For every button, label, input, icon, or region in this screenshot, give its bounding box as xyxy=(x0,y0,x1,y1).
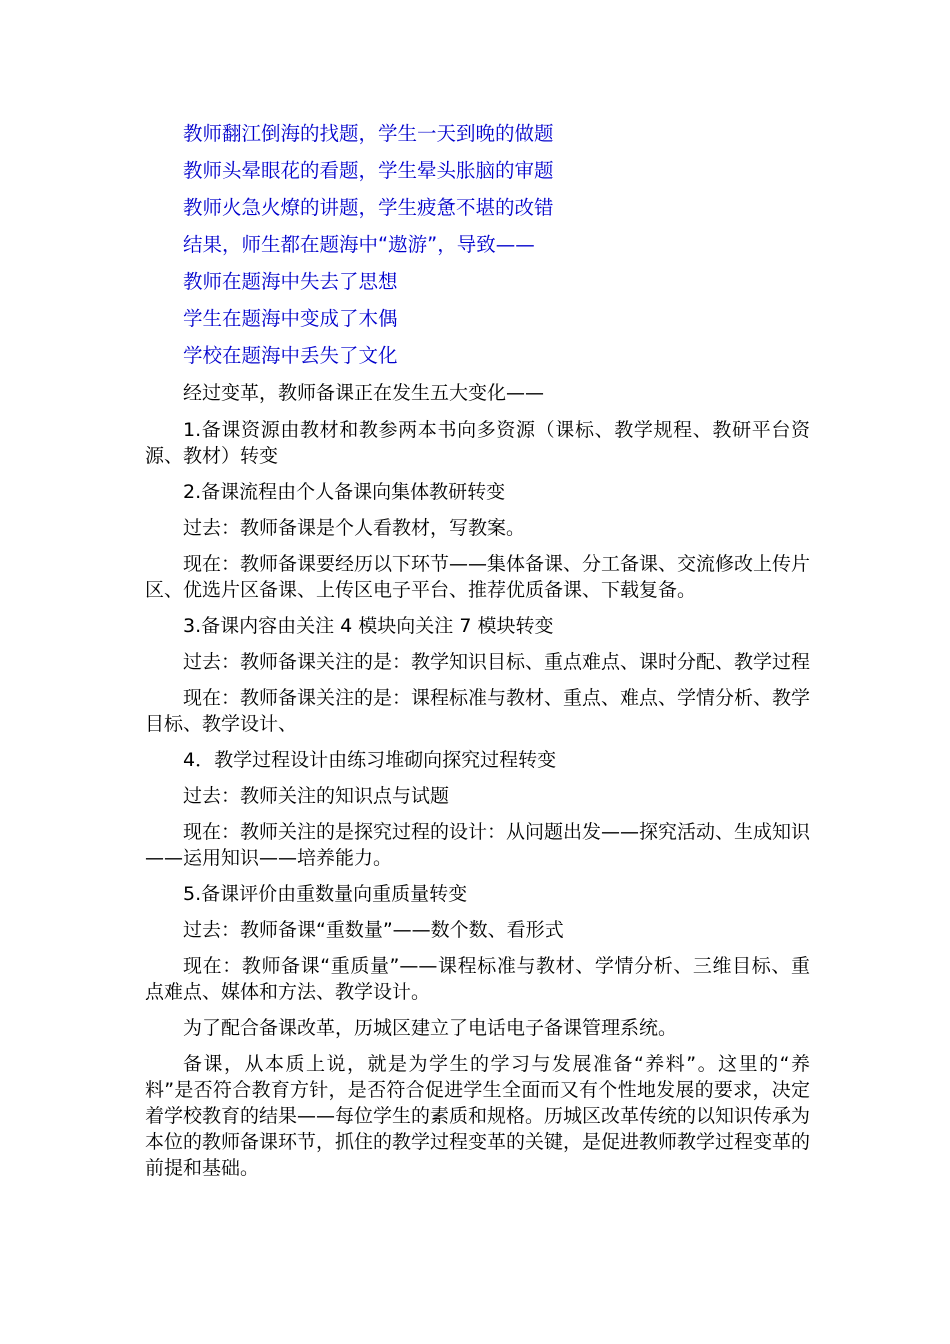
paragraph-change-1: 1.备课资源由教材和教参两本书向多资源（课标、教学规程、教研平台资源、教材）转变 xyxy=(145,419,810,467)
paragraph-now-3: 现在：教师备课关注的是：课程标准与教材、重点、难点、学情分析、教学目标、教学设计、 xyxy=(145,687,811,735)
paragraph-past-5: 过去：教师备课“重数量”——数个数、看形式 xyxy=(183,919,564,941)
paragraph-now-5: 现在：教师备课“重质量”——课程标准与教材、学情分析、三维目标、重点难点、媒体和方法、教学设计。 xyxy=(145,955,810,1003)
paragraph-change-4: 4．教学过程设计由练习堆砌向探究过程转变 xyxy=(183,749,557,771)
paragraph-change-3: 3.备课内容由关注 4 模块向关注 7 模块转变 xyxy=(183,615,554,637)
verse-line-5: 教师在题海中失去了思想 xyxy=(183,270,398,293)
paragraph-past-3: 过去：教师备课关注的是：教学知识目标、重点难点、课时分配、教学过程 xyxy=(183,651,811,673)
paragraph-past-2: 过去：教师备课是个人看教材，写教案。 xyxy=(183,517,526,539)
paragraph-conclusion: 备课，从本质上说，就是为学生的学习与发展准备“养料”。这里的“养料”是否符合教育方针，是否符合促进学生全面而又有个性地发展的要求，决定着学校教育的结果——每位学生的素质和规格。历城区改革传统的以知识传承为本位的教师备课环节，抓住的教学过程变革的关键，是促进教师教学过程变革的前提和基础。 xyxy=(145,1053,811,1179)
verse-line-3: 教师火急火燎的讲题，学生疲惫不堪的改错 xyxy=(183,196,554,219)
paragraph-system: 为了配合备课改革，历城区建立了电话电子备课管理系统。 xyxy=(183,1017,678,1039)
paragraph-change-2: 2.备课流程由个人备课向集体教研转变 xyxy=(183,481,506,503)
verse-line-7: 学校在题海中丢失了文化 xyxy=(183,344,398,367)
paragraph-now-2: 现在：教师备课要经历以下环节——集体备课、分工备课、交流修改上传片区、优选片区备课、上传区电子平台、推荐优质备课、下载复备。 xyxy=(145,553,811,601)
verse-line-6: 学生在题海中变成了木偶 xyxy=(183,307,398,330)
paragraph-change-5: 5.备课评价由重数量向重质量转变 xyxy=(183,883,468,905)
highlighted-verse-block xyxy=(183,121,810,369)
document-page xyxy=(145,121,810,1191)
paragraph-past-4: 过去：教师关注的知识点与试题 xyxy=(183,785,450,807)
paragraph-now-4: 现在：教师关注的是探究过程的设计：从问题出发——探究活动、生成知识——运用知识——培养能力。 xyxy=(145,821,811,869)
verse-line-4: 结果，师生都在题海中“遨游”，导致—— xyxy=(183,233,535,256)
paragraph-intro: 经过变革，教师备课正在发生五大变化—— xyxy=(183,382,545,404)
verse-line-2: 教师头晕眼花的看题，学生晕头胀脑的审题 xyxy=(183,159,554,182)
verse-line-1: 教师翻江倒海的找题，学生一天到晚的做题 xyxy=(183,122,554,145)
